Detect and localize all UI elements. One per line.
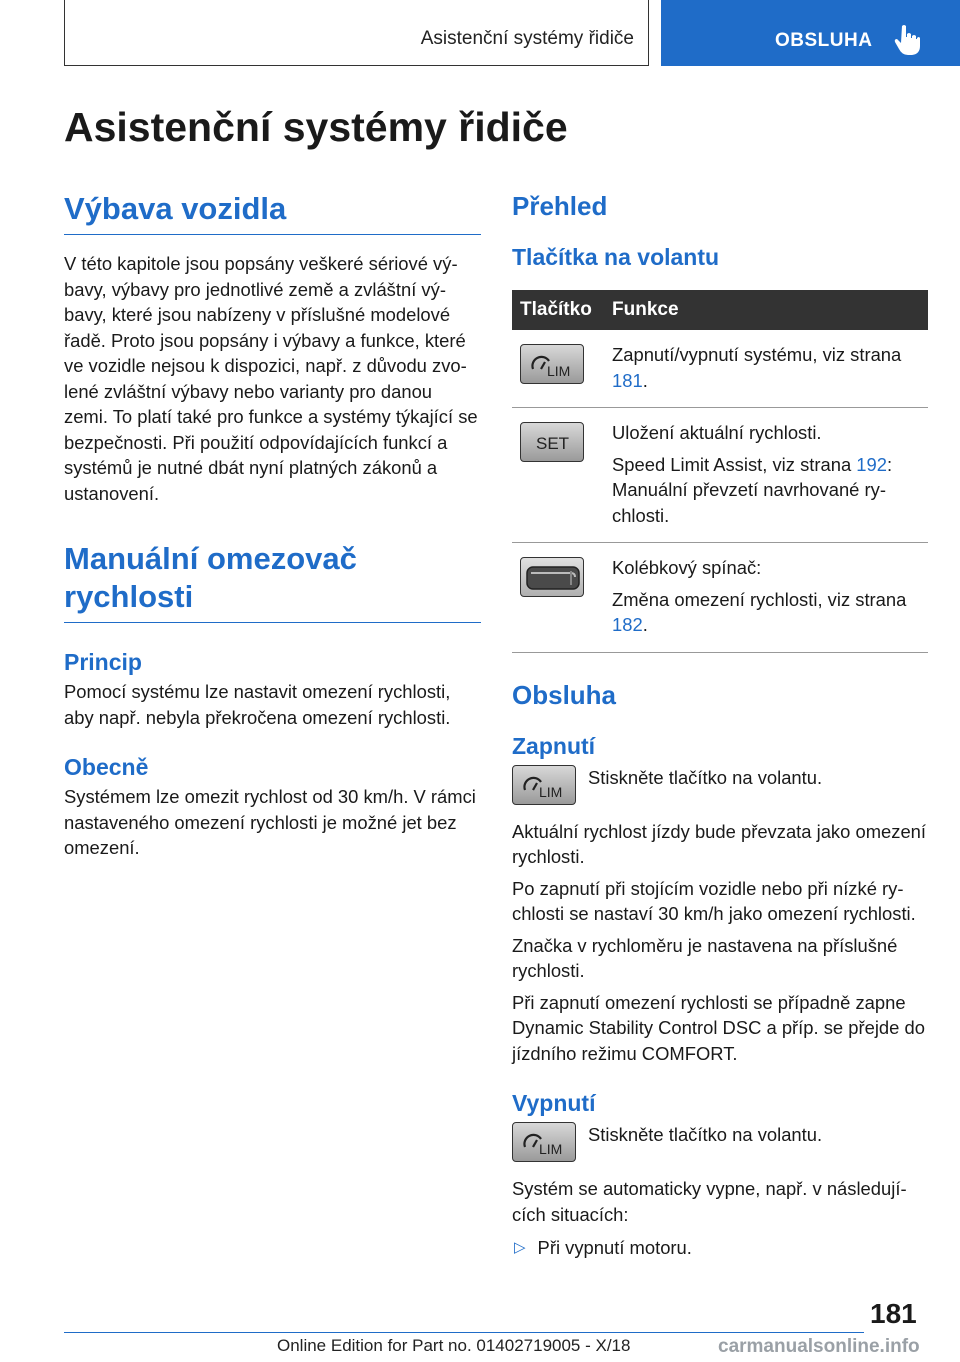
heading-obecne: Obecně: [64, 754, 149, 780]
table-cell-icon: [512, 543, 604, 653]
table-row: [512, 330, 928, 408]
table-row: [512, 408, 928, 543]
obecne-text: Systémem lze omezit rychlost od 30 km/h. V rámci nastaveného omezení rychlosti je možné jet bez omezení.: [64, 786, 476, 858]
heading-prehled: Přehled: [512, 191, 608, 221]
table-row: [512, 543, 928, 653]
row2-text1: Uložení aktuální rychlosti.: [612, 422, 822, 443]
watermark: carmanualsonline.info: [712, 1336, 926, 1358]
heading-zapnuti: Zapnutí: [512, 732, 596, 759]
heading-omezovac: Manuální omezovač rychlosti: [64, 540, 481, 623]
set-button-icon: [520, 422, 584, 462]
vypnuti-icon-text: Stiskněte tlačítko na volantu.: [588, 1124, 823, 1145]
table-cell-icon: [512, 330, 604, 408]
princip-text: Pomocí systému lze nastavit omezení rychlosti, aby např. nebyla překročena omezení rychlosti.: [64, 681, 451, 728]
page-link-181[interactable]: 181: [612, 369, 643, 391]
heading-vybava-vozidla: Výbava vozidla: [64, 190, 481, 235]
header-tab-label: OBSLUHA: [775, 30, 873, 51]
bullet-triangle-icon: ▷: [514, 1239, 526, 1256]
header-section-box: [64, 0, 649, 66]
row3-tail: .: [642, 614, 648, 635]
row3-text2: Změna omezení rychlosti, viz strana: [612, 588, 907, 610]
row1-tail: .: [642, 369, 648, 391]
page-title: Asistenční systémy řidiče: [64, 104, 568, 150]
vybava-text: V této kapitole jsou popsány veškeré sériové výbavy, výbavy pro jednotlivé země a zvláštní výbavy, které jsou nabízeny v příslušné modelové řadě. Proto jsou popsány i výbavy a funkce, které ve vozidle nejsou k dispozici, např. z důvodu zvolené zvláštní výbavy nebo varianty pro danou zemi. To platí také pro funkce a systémy týkající se bezpečnosti. Při použití odpovídajících funkcí a systémů je nutné dbát nyní platných zákonů a ustanovení.: [64, 253, 478, 504]
footer-edition: Online Edition for Part no. 01402719005 - X/18: [277, 1336, 631, 1355]
row2-text2: Speed Limit Assist, viz strana: [612, 453, 857, 475]
lim-button-icon: [512, 1122, 576, 1162]
row2-tail: : Manuální převzetí navrhované rychlosti.: [612, 453, 893, 526]
lim-button-icon: [512, 765, 576, 805]
rocker-switch-icon: [520, 557, 584, 597]
table-cell-function: [604, 330, 928, 408]
zapnuti-p4: Při zapnutí omezení rychlosti se případně zapne Dynamic Stability Control DSC a příp. se přejde do jízdního režimu COMFORT.: [512, 991, 925, 1064]
zapnuti-instruction: [512, 765, 928, 805]
page-number: 181: [870, 1298, 917, 1329]
list-item: [512, 1235, 928, 1261]
header-section-title: Asistenční systémy řidiče: [420, 28, 634, 49]
pointing-hand-icon: [893, 24, 921, 56]
table-header-row: [512, 290, 928, 330]
bullet-text: Při vypnutí motoru.: [537, 1237, 692, 1258]
table-cell-icon: [512, 408, 604, 543]
table-cell-function: [604, 408, 928, 543]
table-header-button: Tlačítko: [512, 290, 604, 330]
heading-vypnuti: Vypnutí: [512, 1090, 596, 1116]
set-label: SET: [536, 434, 570, 453]
zapnuti-p1: Aktuální rychlost jízdy bude převzata jako omezení rychlosti.: [512, 820, 927, 867]
table-header-function: Funkce: [604, 290, 928, 330]
row1-text: Zapnutí/vypnutí systému, viz strana: [612, 344, 902, 365]
lim-label: LIM: [547, 363, 571, 379]
left-column: [64, 190, 481, 861]
heading-obsluha: Obsluha: [512, 679, 617, 710]
zapnuti-p2: Po zapnutí při stojícím vozidle nebo při nízké rychlosti se nastaví 30 km/h jako omezení rychlosti.: [512, 877, 916, 924]
lim-label: LIM: [539, 1141, 563, 1157]
header-tab-obsluha[interactable]: [661, 0, 960, 66]
heading-princip: Princip: [64, 649, 142, 675]
right-column: [512, 190, 928, 1261]
vypnuti-instruction: [512, 1122, 928, 1162]
vypnuti-p1: Systém se automaticky vypne, např. v následujících situacích:: [512, 1178, 907, 1225]
buttons-table: [512, 290, 928, 653]
footer-rule: [64, 1332, 864, 1333]
zapnuti-p3: Značka v rychloměru je nastavena na příslušné rychlosti.: [512, 934, 898, 981]
page-link-192[interactable]: 192: [856, 453, 887, 475]
page-link-182[interactable]: 182: [612, 614, 643, 635]
lim-button-icon: [520, 344, 584, 384]
zapnuti-icon-text: Stiskněte tlačítko na volantu.: [588, 766, 823, 788]
lim-label: LIM: [539, 783, 563, 800]
table-cell-function: [604, 543, 928, 653]
row3-text1: Kolébkový spínač:: [612, 557, 762, 578]
heading-tlacitka: Tlačítka na volantu: [512, 244, 720, 270]
